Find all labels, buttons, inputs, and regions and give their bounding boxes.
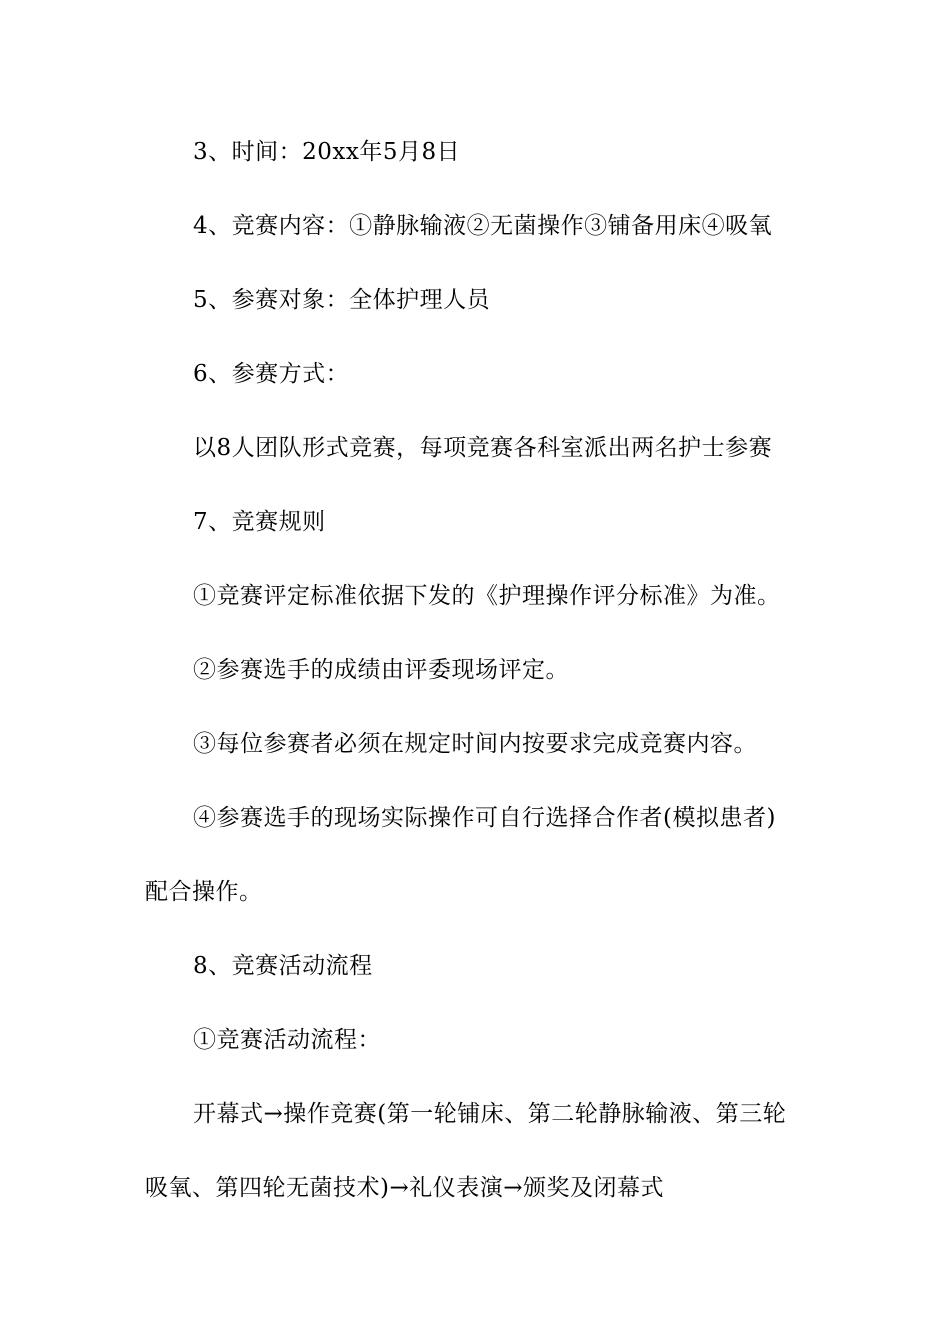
rule-1: ①竞赛评定标准依据下发的《护理操作评分标准》为准。	[193, 583, 781, 609]
flow-text-line-1: 开幕式→操作竞赛(第一轮铺床、第二轮静脉输液、第三轮	[193, 1101, 787, 1127]
item-time: 3、时间：20xx年5月8日	[193, 139, 461, 165]
item-content: 4、竞赛内容：①静脉输液②无菌操作③铺备用床④吸氧	[193, 213, 773, 239]
flow-text-line-2: 吸氧、第四轮无菌技术)→礼仪表演→颁奖及闭幕式	[145, 1175, 665, 1201]
rule-4-line-2: 配合操作。	[145, 879, 263, 905]
rule-3: ③每位参赛者必须在规定时间内按要求完成竞赛内容。	[193, 731, 757, 757]
item-flow-heading: 8、竞赛活动流程	[193, 953, 373, 979]
rule-2: ②参赛选手的成绩由评委现场评定。	[193, 657, 569, 683]
item-method-heading: 6、参赛方式：	[193, 361, 350, 387]
rule-4-line-1: ④参赛选手的现场实际操作可自行选择合作者(模拟患者)	[193, 805, 776, 831]
flow-subheading: ①竞赛活动流程：	[193, 1027, 381, 1053]
item-rules-heading: 7、竞赛规则	[193, 509, 326, 535]
item-participants: 5、参赛对象：全体护理人员	[193, 287, 491, 313]
item-method-text: 以8人团队形式竞赛，每项竞赛各科室派出两名护士参赛	[193, 435, 773, 461]
